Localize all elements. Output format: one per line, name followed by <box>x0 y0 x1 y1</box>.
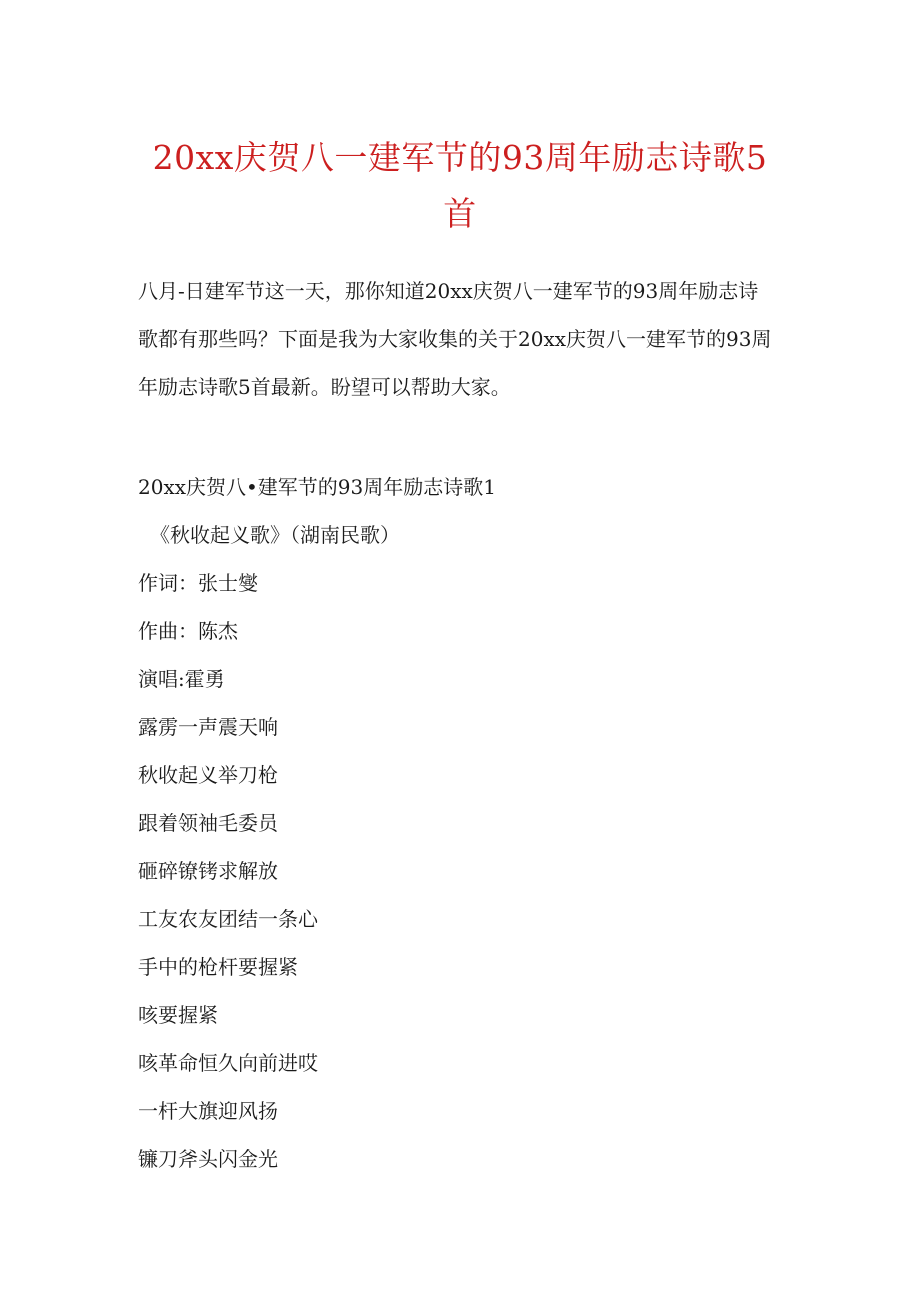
lyric-line: 露雳一声震天响 <box>138 715 278 739</box>
composer-credit: 作曲：陈杰 <box>138 619 238 643</box>
lyric-line: 咳革命恒久向前进哎 <box>138 1051 318 1075</box>
lyric-line: 秋收起义举刀枪 <box>138 763 278 787</box>
section-heading: 20xx庆贺八•建军节的93周年励志诗歌1 <box>138 475 496 499</box>
intro-paragraph-line-1: 八月-日建军节这一天，那你知道20xx庆贺八一建军节的93周年励志诗 <box>138 279 759 303</box>
singer-credit: 演唱:霍勇 <box>138 667 225 691</box>
lyric-line: 咳要握紧 <box>138 1003 218 1027</box>
document-title-line-2: 首 <box>443 194 477 233</box>
document-title-line-1: 20xx庆贺八一建军节的93周年励志诗歌5 <box>152 138 768 177</box>
lyric-line: 砸碎镣铐求解放 <box>138 859 278 883</box>
lyric-line: 工友农友团结一条心 <box>138 907 318 931</box>
lyricist-credit: 作词：张士燮 <box>138 571 258 595</box>
intro-paragraph-line-2: 歌都有那些吗？下面是我为大家收集的关于20xx庆贺八一建军节的93周 <box>138 327 772 351</box>
lyric-line: 一杆大旗迎风扬 <box>138 1099 278 1123</box>
lyric-line: 手中的枪杆要握紧 <box>138 955 298 979</box>
intro-paragraph-line-3: 年励志诗歌5首最新。盼望可以帮助大家。 <box>138 375 511 399</box>
song-title: 《秋收起义歌》（湖南民歌） <box>150 523 400 547</box>
lyric-line: 跟着领袖毛委员 <box>138 811 278 835</box>
lyric-line: 镰刀斧头闪金光 <box>138 1147 278 1171</box>
